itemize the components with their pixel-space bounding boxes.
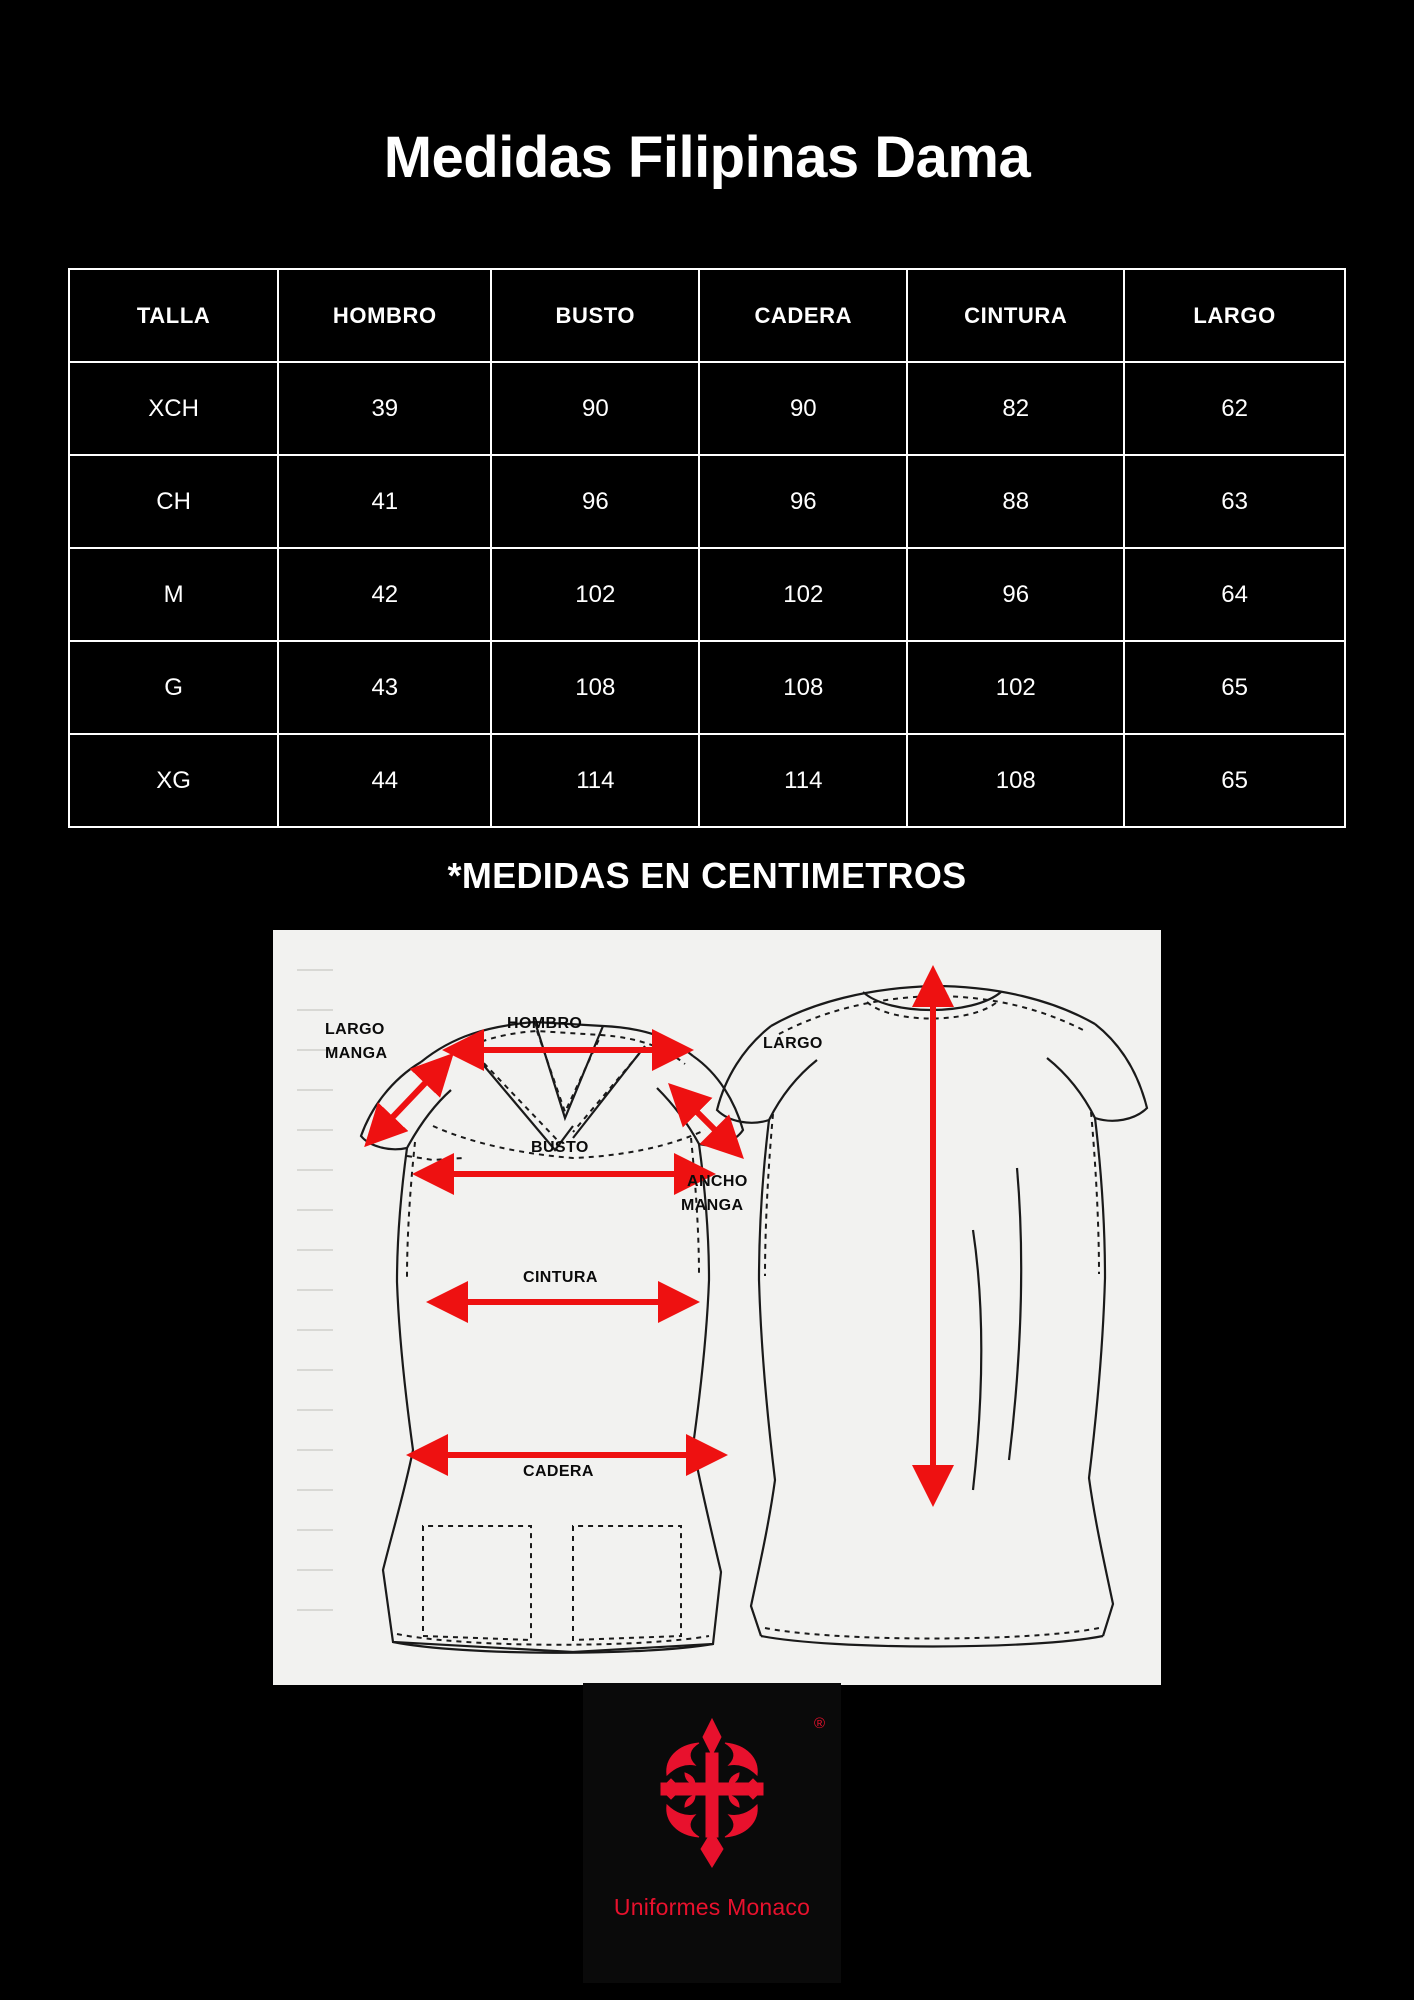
garment-measurement-diagram: [273, 930, 1161, 1685]
cell-largo: 65: [1124, 734, 1345, 827]
table-row: [69, 548, 1345, 641]
cell-talla: M: [69, 548, 278, 641]
cell-cadera: 102: [699, 548, 907, 641]
table-row: [69, 362, 1345, 455]
label-hombro: HOMBRO: [507, 1015, 583, 1032]
cell-cintura: 108: [907, 734, 1124, 827]
cell-cadera: 90: [699, 362, 907, 455]
cell-largo: 64: [1124, 548, 1345, 641]
table-row: [69, 641, 1345, 734]
label-ancho-manga-line2: MANGA: [681, 1197, 744, 1214]
column-header-busto: BUSTO: [491, 269, 699, 362]
cell-talla: XG: [69, 734, 278, 827]
size-table-wrapper: [68, 268, 1346, 828]
cell-talla: XCH: [69, 362, 278, 455]
page-title: Medidas Filipinas Dama: [383, 125, 1031, 190]
size-table: [68, 268, 1346, 828]
cell-hombro: 42: [278, 548, 491, 641]
front-garment-outline: [361, 1022, 743, 1653]
brand-logo-block: [583, 1683, 841, 1983]
monaco-emblem-svg: [637, 1713, 787, 1873]
cell-cadera: 96: [699, 455, 907, 548]
label-largo: LARGO: [763, 1035, 823, 1052]
cell-talla: CH: [69, 455, 278, 548]
cell-hombro: 41: [278, 455, 491, 548]
cell-busto: 90: [491, 362, 699, 455]
brand-name: Uniformes Monaco: [613, 1894, 811, 1920]
column-header-hombro: HOMBRO: [278, 269, 491, 362]
label-largo-manga-line1: LARGO: [325, 1021, 385, 1038]
cell-largo: 65: [1124, 641, 1345, 734]
front-garment-stitching: [397, 1031, 709, 1645]
cell-busto: 108: [491, 641, 699, 734]
cell-cintura: 88: [907, 455, 1124, 548]
cell-cintura: 102: [907, 641, 1124, 734]
table-header-row: [69, 269, 1345, 362]
label-largo-manga-line2: MANGA: [325, 1045, 388, 1062]
diagram-svg: [273, 930, 1161, 1685]
monaco-emblem-icon: [637, 1713, 825, 1878]
cell-busto: 102: [491, 548, 699, 641]
cell-hombro: 39: [278, 362, 491, 455]
label-busto: BUSTO: [531, 1139, 589, 1156]
cell-busto: 114: [491, 734, 699, 827]
units-note: *MEDIDAS EN CENTIMETROS: [447, 855, 967, 896]
registered-mark: ®: [813, 1715, 825, 1732]
cell-cadera: 114: [699, 734, 907, 827]
cell-hombro: 44: [278, 734, 491, 827]
column-header-cadera: CADERA: [699, 269, 907, 362]
column-header-talla: TALLA: [69, 269, 278, 362]
cell-cintura: 96: [907, 548, 1124, 641]
cell-hombro: 43: [278, 641, 491, 734]
cell-busto: 96: [491, 455, 699, 548]
column-header-cintura: CINTURA: [907, 269, 1124, 362]
label-ancho-manga-line1: ANCHO: [687, 1173, 748, 1190]
cell-largo: 62: [1124, 362, 1345, 455]
label-cintura: CINTURA: [523, 1269, 598, 1286]
ruler-ticks-icon: [297, 970, 333, 1610]
cell-talla: G: [69, 641, 278, 734]
cell-cintura: 82: [907, 362, 1124, 455]
table-row: [69, 734, 1345, 827]
label-cadera: CADERA: [523, 1463, 594, 1480]
measurement-arrows: [369, 972, 933, 1500]
column-header-largo: LARGO: [1124, 269, 1345, 362]
cell-largo: 63: [1124, 455, 1345, 548]
table-row: [69, 455, 1345, 548]
cell-cadera: 108: [699, 641, 907, 734]
